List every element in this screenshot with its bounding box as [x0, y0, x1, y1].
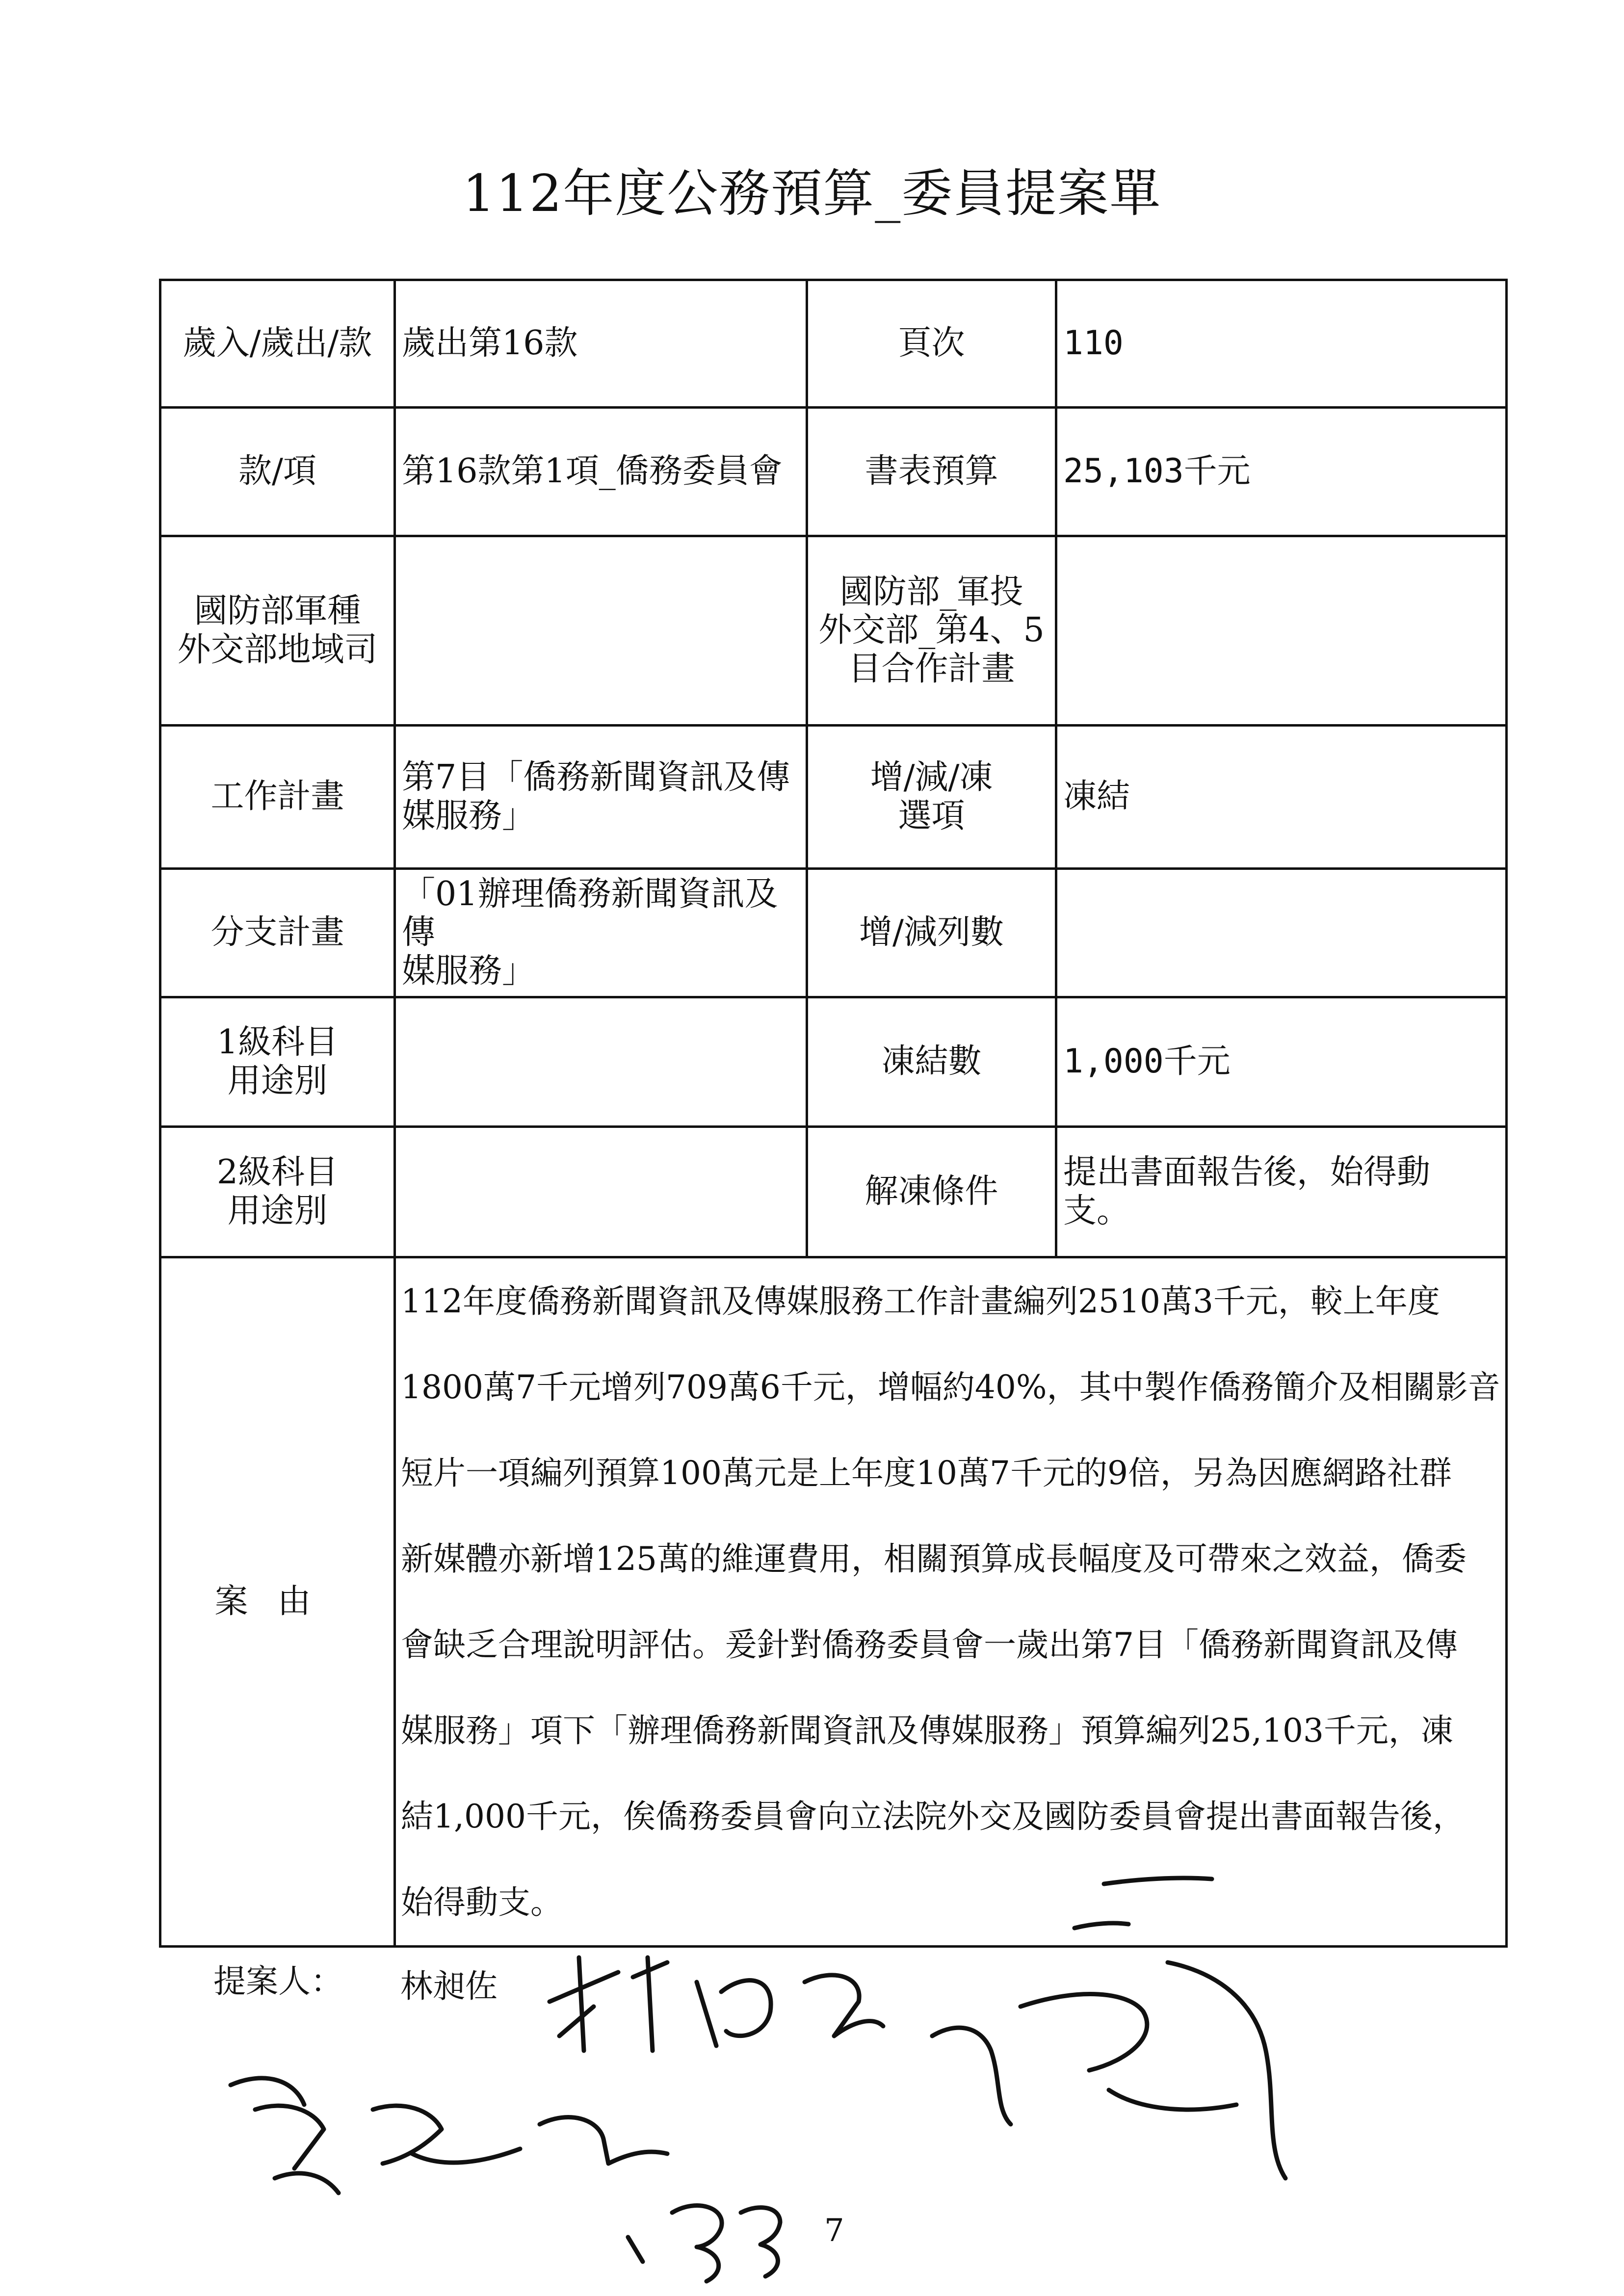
- handwritten-number: 133: [677, 2244, 678, 2245]
- reason-line: 媒服務」項下「辦理僑務新聞資訊及傳媒服務」預算編列25,103千元，凍: [401, 1712, 1453, 1749]
- reason-line: 會缺乏合理說明評估。爰針對僑務委員會一歲出第7目「僑務新聞資訊及傳: [401, 1626, 1458, 1664]
- field-value: 25,103千元: [1056, 408, 1507, 536]
- field-value: 提出書面報告後，始得動 支。: [1056, 1127, 1507, 1257]
- field-value: 第7目「僑務新聞資訊及傳 媒服務」: [395, 726, 807, 869]
- proposer-label: 提案人：: [213, 1962, 343, 2000]
- field-value: 歲出第16款: [395, 280, 807, 408]
- reason-label: 案由: [160, 1257, 395, 1947]
- reason-line: 1800萬7千元增列709萬6千元，增幅約40%，其中製作僑務簡介及相關影音: [401, 1368, 1500, 1406]
- reason-line: 結1,000千元，俟僑務委員會向立法院外交及國防委員會提出書面報告後，: [401, 1798, 1465, 1835]
- page-number: 7: [824, 2213, 844, 2249]
- field-label: 頁次: [807, 280, 1056, 408]
- field-label: 增/減/凍 選項: [807, 726, 1056, 869]
- field-label: 1級科目 用途別: [160, 997, 395, 1127]
- field-value: 「01辦理僑務新聞資訊及傳 媒服務」: [395, 869, 807, 997]
- field-label: 國防部軍種 外交部地域司: [160, 536, 395, 726]
- reason-line: 始得動支。: [401, 1883, 563, 1921]
- field-label: 工作計畫: [160, 726, 395, 869]
- proposer-name: 林昶佐: [400, 1967, 498, 2005]
- field-label: 凍結數: [807, 997, 1056, 1127]
- field-label: 書表預算: [807, 408, 1056, 536]
- field-label: 解凍條件: [807, 1127, 1056, 1257]
- reason-line: 112年度僑務新聞資訊及傳媒服務工作計畫編列2510萬3千元，較上年度: [401, 1282, 1440, 1320]
- field-label: 歲入/歲出/款: [160, 280, 395, 408]
- field-label: 國防部_軍投 外交部_第4、5 目合作計畫: [807, 536, 1056, 726]
- signature-stroke: [628, 2206, 780, 2281]
- field-value: 110: [1056, 280, 1507, 408]
- signature-stroke: [550, 1957, 883, 2051]
- signature-stroke: [932, 1962, 1285, 2178]
- reason-line: 短片一項編列預算100萬元是上年度10萬7千元的9倍，另為因應網路社群: [401, 1454, 1452, 1492]
- field-label: 分支計畫: [160, 869, 395, 997]
- signature-stroke: [1074, 1878, 1212, 1928]
- form-title: 112年度公務預算_委員提案單: [462, 163, 1162, 223]
- reason-line: 新媒體亦新增125萬的維運費用，相關預算成長幅度及可帶來之效益，僑委: [401, 1540, 1467, 1578]
- field-label: 款/項: [160, 408, 395, 536]
- signature-stroke: [231, 2078, 667, 2193]
- field-value: 凍結: [1056, 726, 1507, 869]
- field-value: 第16款第1項_僑務委員會: [395, 408, 807, 536]
- field-label: 增/減列數: [807, 869, 1056, 997]
- field-value: 1,000千元: [1056, 997, 1507, 1127]
- field-label: 2級科目 用途別: [160, 1127, 395, 1257]
